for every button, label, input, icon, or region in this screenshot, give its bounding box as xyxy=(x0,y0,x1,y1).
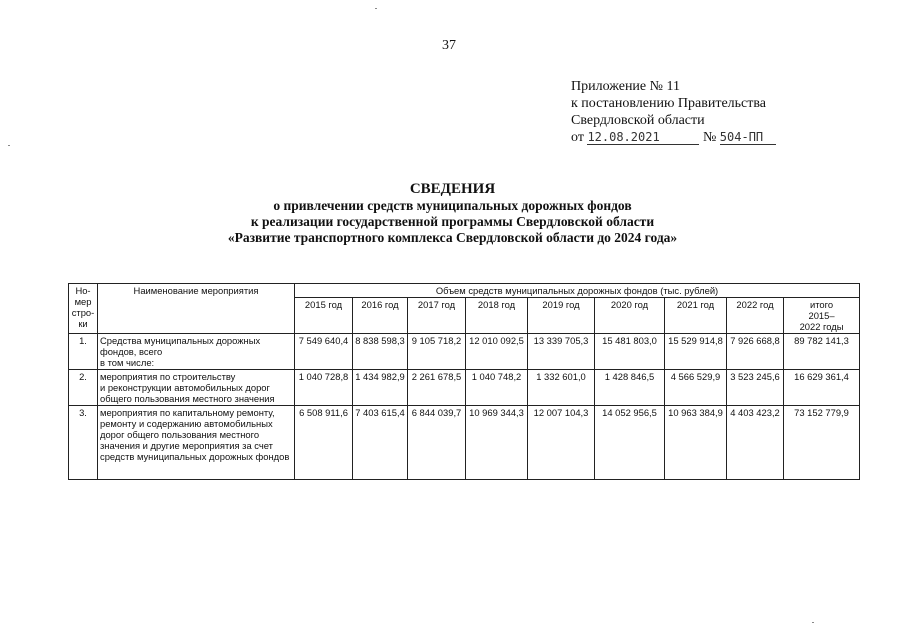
title-line-3: «Развитие транспортного комплекса Свердловской области до 2024 года» xyxy=(227,230,678,245)
value-cell: 1 434 982,9 xyxy=(353,370,408,406)
value-cell: 9 105 718,2 xyxy=(408,334,466,370)
value-cell: 1 040 728,8 xyxy=(295,370,353,406)
value-cell: 12 007 104,3 xyxy=(528,406,595,480)
value-cell: 7 926 668,8 xyxy=(727,334,784,370)
total-cell: 73 152 779,9 xyxy=(784,406,860,480)
value-cell: 7 403 615,4 xyxy=(353,406,408,480)
value-cell: 6 508 911,6 xyxy=(295,406,353,480)
header-year: 2015 год xyxy=(295,298,353,334)
appendix-date-line xyxy=(571,129,776,146)
title-line-1: о привлечении средств муниципальных дорожных фондов xyxy=(273,198,632,213)
value-cell: 12 010 092,5 xyxy=(466,334,528,370)
document-title xyxy=(0,180,905,246)
header-funds-group: Объем средств муниципальных дорожных фондов (тыс. рублей) xyxy=(295,284,860,298)
value-cell: 6 844 039,7 xyxy=(408,406,466,480)
title-main: СВЕДЕНИЯ xyxy=(409,181,496,197)
value-cell: 14 052 956,5 xyxy=(595,406,665,480)
appendix-title: Приложение № 11 xyxy=(571,79,680,94)
total-cell: 89 782 141,3 xyxy=(784,334,860,370)
value-cell: 1 428 846,5 xyxy=(595,370,665,406)
resolution-date: 12.08.2021 xyxy=(587,131,699,145)
appendix-resolution: к постановлению Правительства xyxy=(571,96,767,111)
event-name: мероприятия по строительству и реконструкции автомобильных дорог общего пользования местного значения xyxy=(98,370,295,406)
value-cell: 2 261 678,5 xyxy=(408,370,466,406)
appendix-region: Свердловской области xyxy=(571,113,705,128)
funds-table xyxy=(68,283,860,480)
resolution-number: 504-ПП xyxy=(720,131,776,145)
header-row-number: Но- мер стро- ки xyxy=(69,284,98,334)
header-total: итого 2015– 2022 годы xyxy=(784,298,860,334)
event-name: Средства муниципальных дорожных фондов, всего в том числе: xyxy=(98,334,295,370)
value-cell: 10 969 344,3 xyxy=(466,406,528,480)
appendix-block xyxy=(571,78,776,146)
table-row xyxy=(69,334,860,370)
header-year: 2018 год xyxy=(466,298,528,334)
header-year: 2017 год xyxy=(408,298,466,334)
row-number: 2. xyxy=(69,370,98,406)
value-cell: 13 339 705,3 xyxy=(528,334,595,370)
scan-speck xyxy=(812,622,814,623)
header-year: 2022 год xyxy=(727,298,784,334)
value-cell: 4 403 423,2 xyxy=(727,406,784,480)
value-cell: 8 838 598,3 xyxy=(353,334,408,370)
title-line-2: к реализации государственной программы Свердловской области xyxy=(250,214,655,229)
value-cell: 3 523 245,6 xyxy=(727,370,784,406)
row-number: 1. xyxy=(69,334,98,370)
header-year: 2021 год xyxy=(665,298,727,334)
header-year: 2019 год xyxy=(528,298,595,334)
header-year: 2016 год xyxy=(353,298,408,334)
value-cell: 4 566 529,9 xyxy=(665,370,727,406)
header-event-name: Наименование мероприятия xyxy=(98,284,295,334)
value-cell: 1 040 748,2 xyxy=(466,370,528,406)
page-number: 37 xyxy=(442,38,456,53)
value-cell: 10 963 384,9 xyxy=(665,406,727,480)
value-cell: 15 481 803,0 xyxy=(595,334,665,370)
table-row xyxy=(69,406,860,480)
number-prefix: № xyxy=(702,130,717,145)
scan-speck xyxy=(8,145,10,146)
total-cell: 16 629 361,4 xyxy=(784,370,860,406)
row-number: 3. xyxy=(69,406,98,480)
header-year: 2020 год xyxy=(595,298,665,334)
value-cell: 1 332 601,0 xyxy=(528,370,595,406)
table-row xyxy=(69,370,860,406)
value-cell: 15 529 914,8 xyxy=(665,334,727,370)
date-prefix: от xyxy=(571,130,584,145)
event-name: мероприятия по капитальному ремонту, ремонту и содержанию автомобильных дорог общего пользования местного значения и другие мероприятия за счет средств муниципальных дорожных фондов xyxy=(98,406,295,480)
value-cell: 7 549 640,4 xyxy=(295,334,353,370)
scan-speck xyxy=(375,8,377,9)
